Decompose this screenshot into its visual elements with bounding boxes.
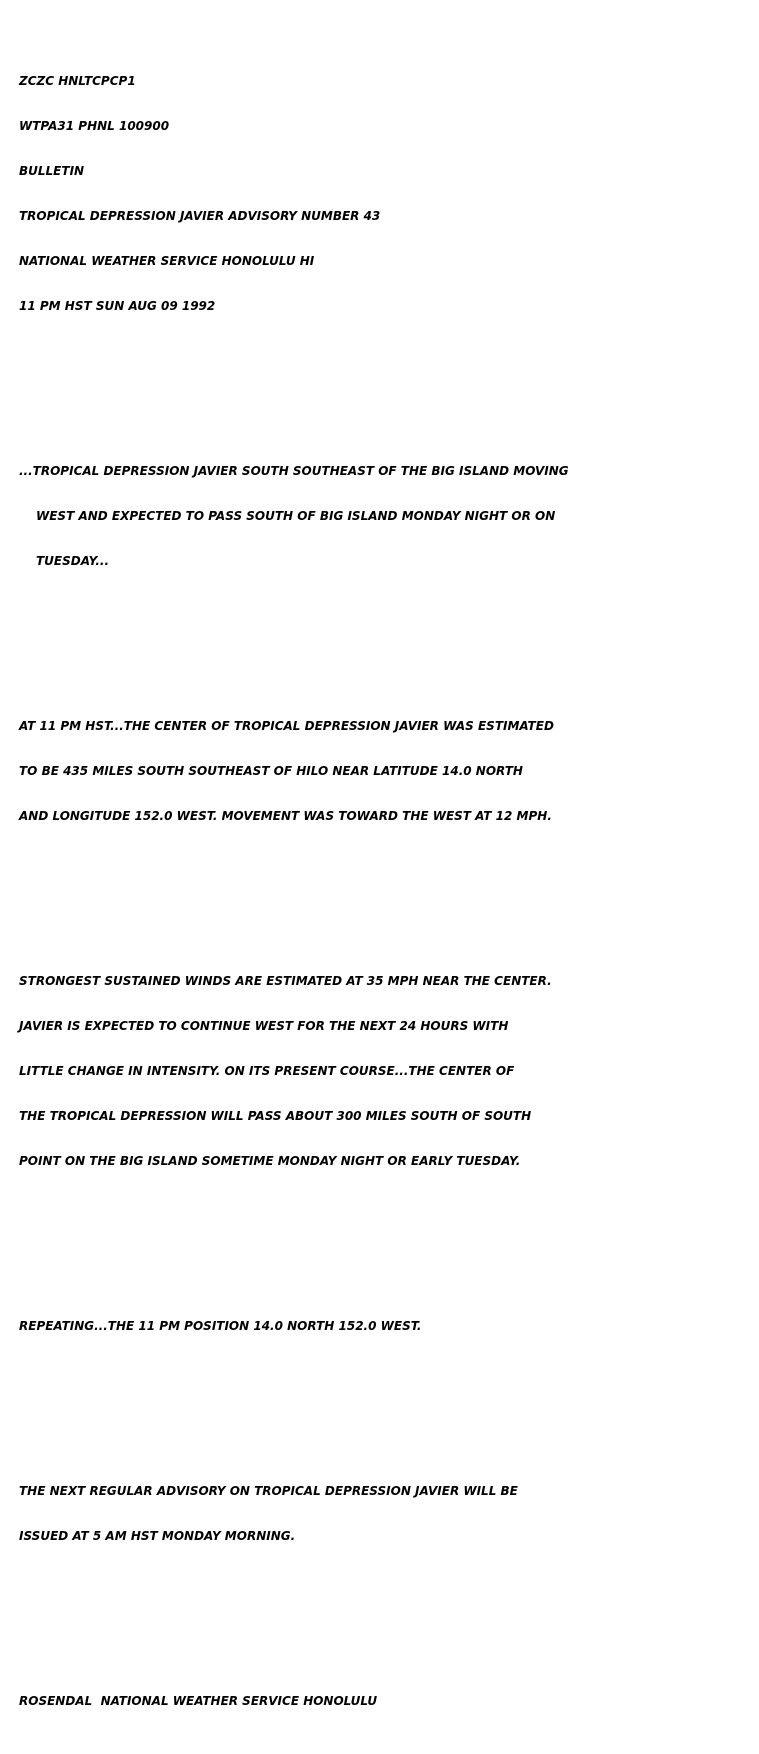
winds-paragraph — [19, 944, 749, 1199]
spacer — [19, 884, 749, 899]
paragraph-line: REPEATING...THE 11 PM POSITION 14.0 NORTH 152.0 WEST. — [19, 1319, 422, 1333]
paragraph-line: AND LONGITUDE 152.0 WEST. MOVEMENT WAS TOWARD THE WEST AT 12 MPH. — [19, 809, 552, 823]
spacer — [19, 629, 749, 644]
paragraph-line: THE NEXT REGULAR ADVISORY ON TROPICAL DEPRESSION JAVIER WILL BE — [19, 1484, 518, 1498]
paragraph-line: AT 11 PM HST...THE CENTER OF TROPICAL DEPRESSION JAVIER WAS ESTIMATED — [19, 719, 554, 733]
next-advisory-paragraph — [19, 1454, 749, 1574]
repeating-paragraph — [19, 1289, 749, 1364]
paragraph-line: TO BE 435 MILES SOUTH SOUTHEAST OF HILO NEAR LATITUDE 14.0 NORTH — [19, 764, 523, 778]
signature-line: ROSENDAL NATIONAL WEATHER SERVICE HONOLULU — [19, 1694, 378, 1708]
header-line: ZCZC HNLTCPCP1 — [19, 74, 136, 88]
headline-paragraph — [19, 434, 749, 599]
header-line: WTPA31 PHNL 100900 — [19, 119, 170, 133]
paragraph-line: LITTLE CHANGE IN INTENSITY. ON ITS PRESENT COURSE...THE CENTER OF — [19, 1064, 515, 1078]
issuing-office: NATIONAL WEATHER SERVICE HONOLULU HI — [19, 254, 315, 268]
headline-line: TUESDAY... — [36, 554, 110, 568]
spacer — [19, 1394, 749, 1409]
advisory-bulletin — [19, 14, 749, 1754]
spacer — [19, 1229, 749, 1244]
headline-line: ...TROPICAL DEPRESSION JAVIER SOUTH SOUTHEAST OF THE BIG ISLAND MOVING — [19, 464, 569, 478]
paragraph-line: ISSUED AT 5 AM HST MONDAY MORNING. — [19, 1529, 296, 1543]
issue-time: 11 PM HST SUN AUG 09 1992 — [19, 299, 216, 313]
paragraph-line: POINT ON THE BIG ISLAND SOMETIME MONDAY NIGHT OR EARLY TUESDAY. — [19, 1154, 521, 1168]
paragraph-line: STRONGEST SUSTAINED WINDS ARE ESTIMATED AT 35 MPH NEAR THE CENTER. — [19, 974, 552, 988]
headline-line: WEST AND EXPECTED TO PASS SOUTH OF BIG ISLAND MONDAY NIGHT OR ON — [36, 509, 556, 523]
header-line: BULLETIN — [19, 164, 85, 178]
spacer — [19, 1604, 749, 1619]
signature — [19, 1664, 749, 1739]
spacer — [19, 374, 749, 389]
paragraph-line: THE TROPICAL DEPRESSION WILL PASS ABOUT 300 MILES SOUTH OF SOUTH — [19, 1109, 532, 1123]
bulletin-header — [19, 44, 749, 344]
advisory-title: TROPICAL DEPRESSION JAVIER ADVISORY NUMBER 43 — [19, 209, 381, 223]
position-paragraph — [19, 689, 749, 854]
paragraph-line: JAVIER IS EXPECTED TO CONTINUE WEST FOR THE NEXT 24 HOURS WITH — [19, 1019, 509, 1033]
